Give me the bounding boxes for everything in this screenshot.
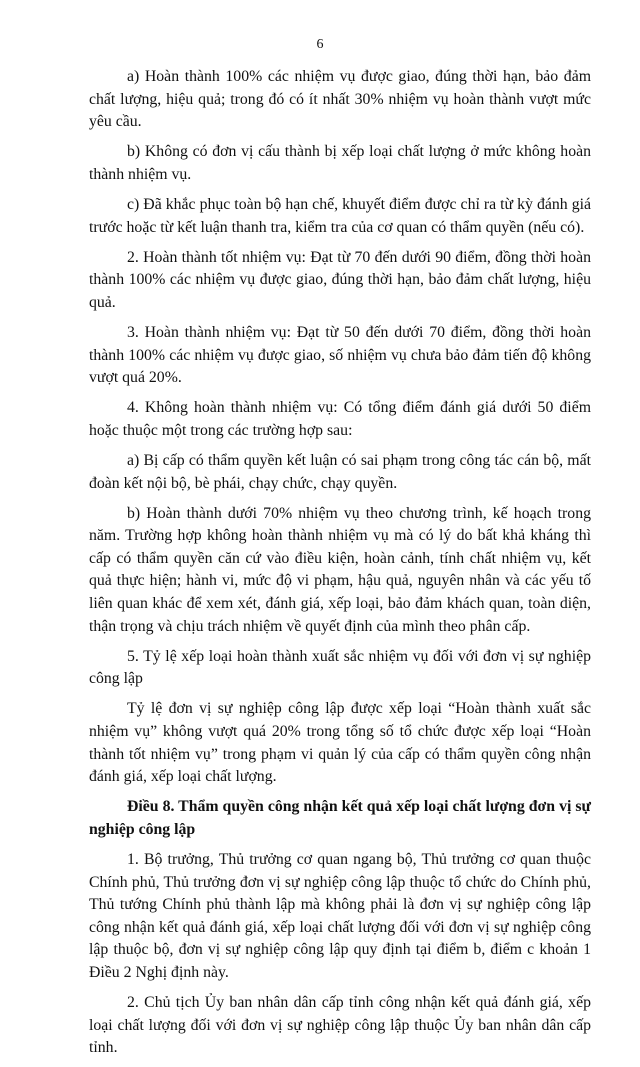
article-8-heading: Điều 8. Thẩm quyền công nhận kết quả xếp loại chất lượng đơn vị sự nghiệp công lập <box>89 798 591 838</box>
article-8-paragraph-1: 1. Bộ trưởng, Thủ trưởng cơ quan ngang bộ, Thủ trưởng cơ quan thuộc Chính phủ, Thủ trưởng đơn vị sự nghiệp công lập thuộc tổ chức do Chính phủ, Thủ tướng Chính phủ thành lập mà không phải là đơn vị sự nghiệp công lập công nhận kết quả đánh giá, xếp loại chất lượng đối với đơn vị sự nghiệp công lập thuộc bộ, đơn vị sự nghiệp công lập quy định tại điểm b, điểm c khoản 1 Điều 2 Nghị định này. <box>89 850 591 981</box>
paragraph-4: 4. Không hoàn thành nhiệm vụ: Có tổng điểm đánh giá dưới 50 điểm hoặc thuộc một trong các trường hợp sau: <box>89 399 591 439</box>
paragraph-5: 5. Tỷ lệ xếp loại hoàn thành xuất sắc nhiệm vụ đối với đơn vị sự nghiệp công lập <box>89 647 591 688</box>
article-8-paragraph-2: 2. Chủ tịch Ủy ban nhân dân cấp tỉnh công nhận kết quả đánh giá, xếp loại chất lượng đối với đơn vị sự nghiệp công lập thuộc Ủy ban nhân dân cấp tỉnh. <box>89 993 591 1057</box>
paragraph-5-detail: Tỷ lệ đơn vị sự nghiệp công lập được xếp loại “Hoàn thành xuất sắc nhiệm vụ” không vượt quá 20% trong tổng số tổ chức được xếp loại “Hoàn thành tốt nhiệm vụ” trong phạm vi quản lý của cấp có thẩm quyền công nhận đánh giá, xếp loại chất lượng. <box>89 700 591 786</box>
paragraph-1c: c) Đã khắc phục toàn bộ hạn chế, khuyết điểm được chỉ ra từ kỳ đánh giá trước hoặc từ kết luận thanh tra, kiểm tra của cơ quan có thẩm quyền (nếu có). <box>89 195 591 236</box>
paragraph-1a: a) Hoàn thành 100% các nhiệm vụ được giao, đúng thời hạn, bảo đảm chất lượng, hiệu quả; trong đó có ít nhất 30% nhiệm vụ hoàn thành vượt mức yêu cầu. <box>89 68 591 131</box>
paragraph-2: 2. Hoàn thành tốt nhiệm vụ: Đạt từ 70 đến dưới 90 điểm, đồng thời hoàn thành 100% các nhiệm vụ được giao, đúng thời hạn, bảo đảm chất lượng, hiệu quả. <box>89 248 591 311</box>
document-body <box>89 66 591 1067</box>
paragraph-4b: b) Hoàn thành dưới 70% nhiệm vụ theo chương trình, kế hoạch trong năm. Trường hợp không hoàn thành nhiệm vụ mà có lý do bất khả kháng thì cấp có thẩm quyền căn cứ vào điều kiện, hoàn cảnh, tính chất nhiệm vụ, kết quả thực hiện; hành vi, mức độ vi phạm, hậu quả, nguyên nhân và các yếu tố liên quan khác để xem xét, đánh giá, xếp loại, bảo đảm khách quan, toàn diện, thận trọng và chịu trách nhiệm về quyết định của mình theo phân cấp. <box>89 504 591 635</box>
paragraph-3: 3. Hoàn thành nhiệm vụ: Đạt từ 50 đến dưới 70 điểm, đồng thời hoàn thành 100% các nhiệm vụ được giao, số nhiệm vụ chưa bảo đảm tiến độ không vượt quá 20%. <box>89 323 591 387</box>
page-number: 6 <box>316 37 324 52</box>
paragraph-4a: a) Bị cấp có thẩm quyền kết luận có sai phạm trong công tác cán bộ, mất đoàn kết nội bộ, bè phái, chạy chức, chạy quyền. <box>89 451 591 492</box>
paragraph-1b: b) Không có đơn vị cấu thành bị xếp loại chất lượng ở mức không hoàn thành nhiệm vụ. <box>89 143 591 183</box>
